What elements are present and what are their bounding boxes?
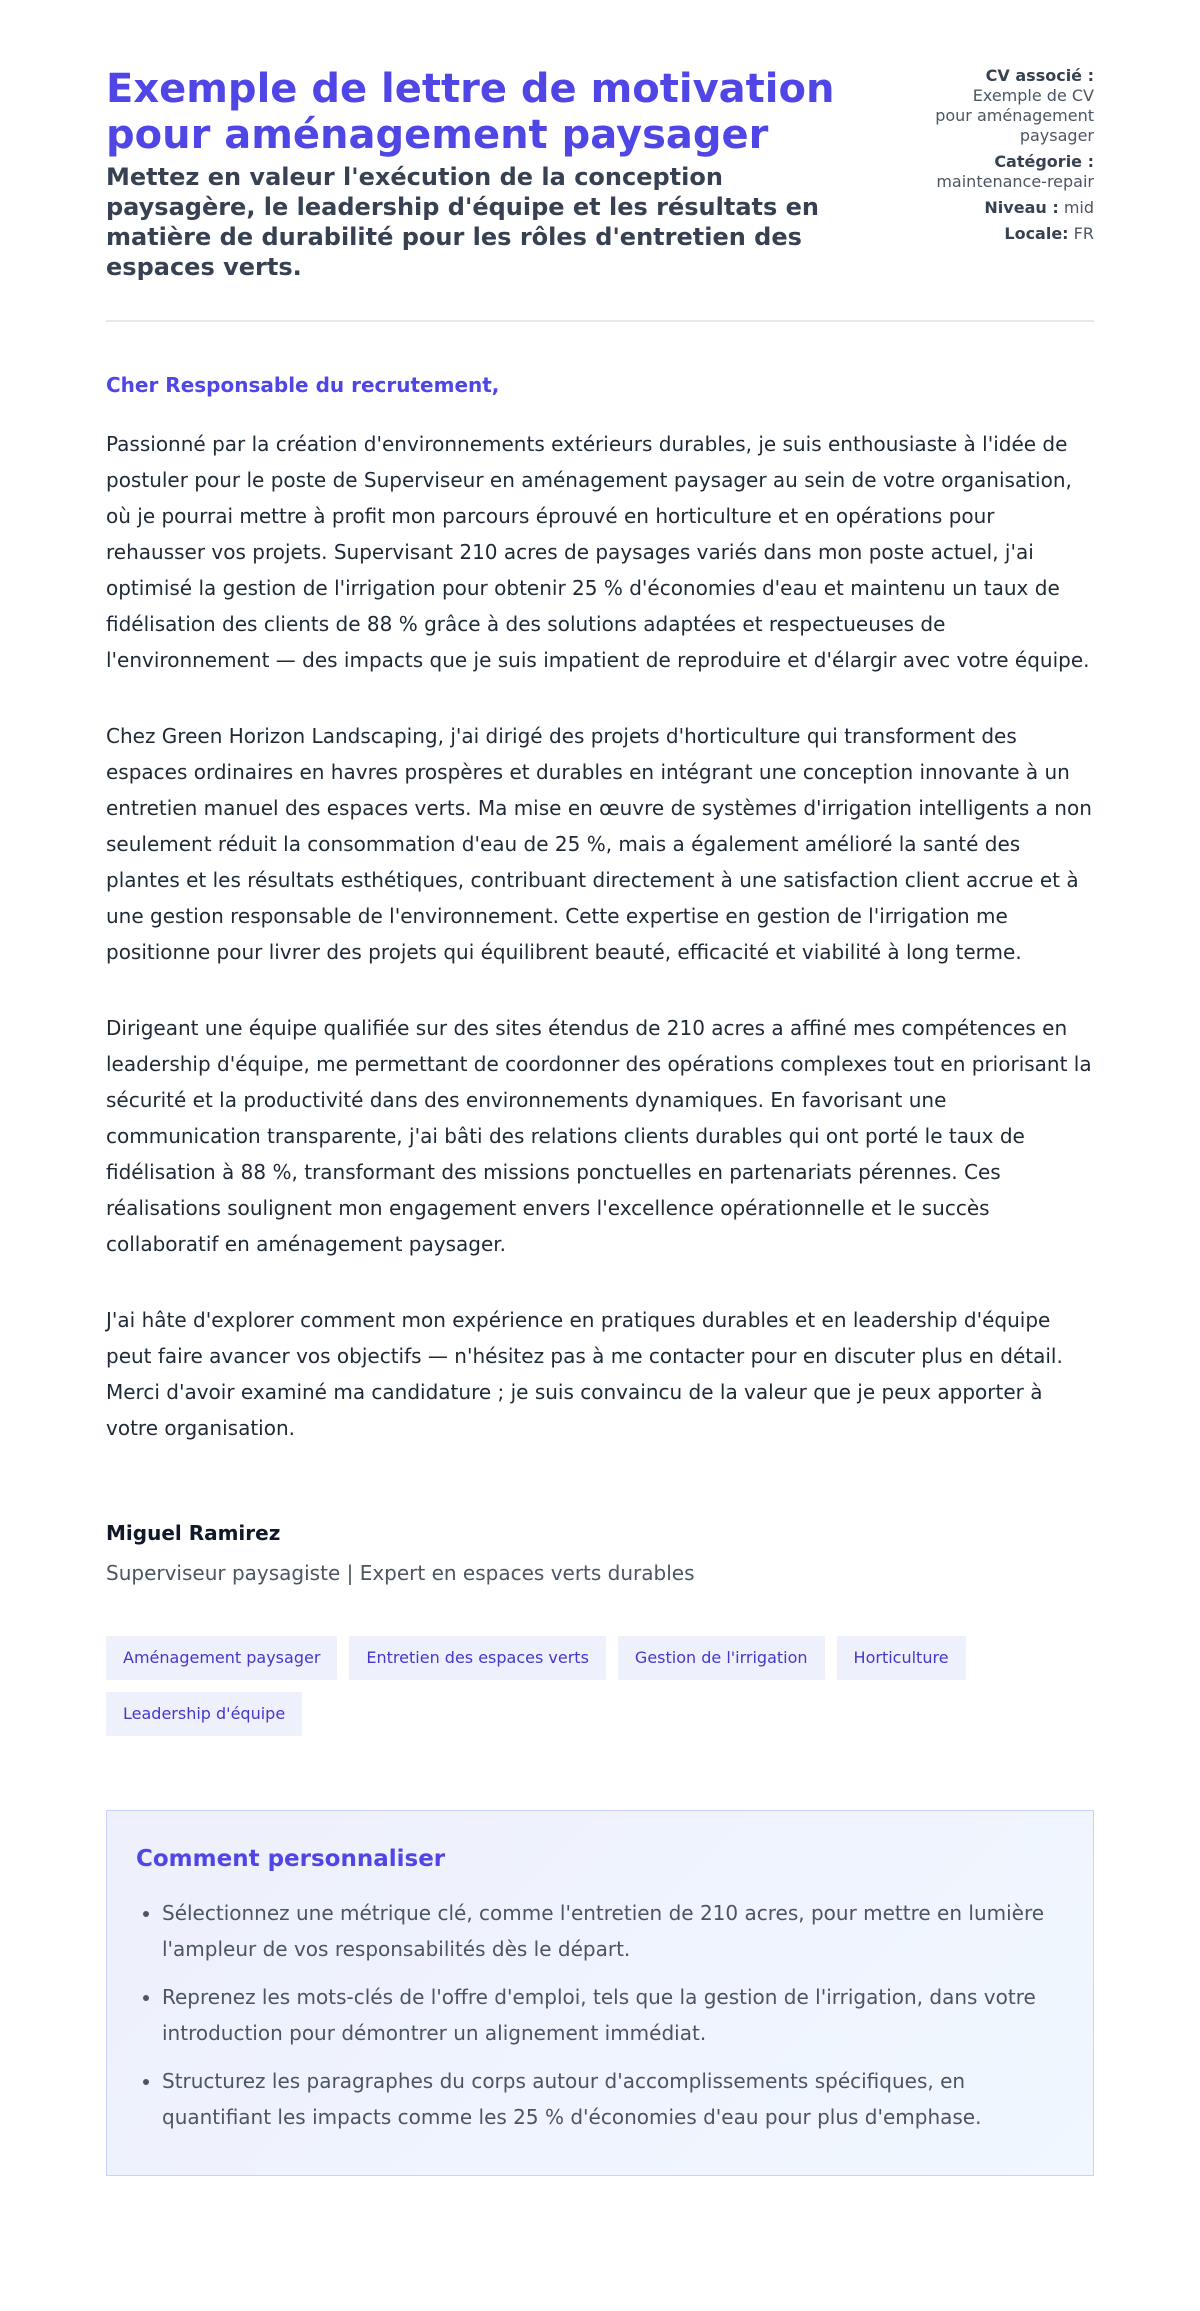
signature-block xyxy=(106,1520,1094,1586)
customization-tips-box xyxy=(106,1810,1094,2176)
meta-related-cv xyxy=(934,66,1094,146)
letter-paragraph: Passionné par la création d'environnements extérieurs durables, je suis enthousiaste à l'idée de postuler pour le poste de Superviseur en aménagement paysager au sein de votre organisation, où je pourrai mettre à profit mon parcours éprouvé en horticulture et en opérations pour rehausser vos projets. Supervisant 210 acres de paysages variés dans mon poste actuel, j'ai optimisé la gestion de l'irrigation pour obtenir 25 % d'économies d'eau et maintenu un taux de fidélisation des clients de 88 % grâce à des solutions adaptées et respectueuses de l'environnement — des impacts que je suis impatient de reproduire et d'élargir avec votre équipe. xyxy=(106,432,1090,672)
letter-greeting: Cher Responsable du recrutement, xyxy=(106,373,500,397)
tip-item: • Structurez les paragraphes du corps autour d'accomplissements spécifiques, en quantifiant les impacts comme les 25 % d'économies d'eau pour plus d'emphase. xyxy=(162,2063,1064,2135)
page-subtitle: Mettez en valeur l'exécution de la conception paysagère, le leadership d'équipe et les résultats en matière de durabilité pour les rôles d'entretien des espaces verts. xyxy=(106,163,820,281)
meta-locale-value: FR xyxy=(1073,224,1094,243)
skill-tag: Aménagement paysager xyxy=(106,1636,337,1680)
tip-item: • Sélectionnez une métrique clé, comme l'entretien de 210 acres, pour mettre en lumière l'ampleur de vos responsabilités dès le départ. xyxy=(162,1895,1064,1967)
page-header xyxy=(106,66,1094,282)
letter-paragraph: Chez Green Horizon Landscaping, j'ai dirigé des projets d'horticulture qui transforment des espaces ordinaires en havres prospères et durables en intégrant une conception innovante à un entretien manuel des espaces verts. Ma mise en œuvre de systèmes d'irrigation intelligents a non seulement réduit la consommation d'eau de 25 %, mais a également amélioré la santé des plantes et les résultats esthétiques, contribuant directement à une satisfaction client accrue et à une gestion responsable de l'environnement. Cette expertise en gestion de l'irrigation me positionne pour livrer des projets qui équilibrent beauté, efficacité et viabilité à long terme. xyxy=(106,724,1092,964)
skill-tag: Horticulture xyxy=(837,1636,966,1680)
signature-name: Miguel Ramirez xyxy=(106,1521,281,1545)
letter-paragraph: Dirigeant une équipe qualifiée sur des sites étendus de 210 acres a affiné mes compétences en leadership d'équipe, me permettant de coordonner des opérations complexes tout en priorisant la sécurité et la productivité dans des environnements dynamiques. En favorisant une communication transparente, j'ai bâti des relations clients durables qui ont porté le taux de fidélisation à 88 %, transformant des missions ponctuelles en partenariats pérennes. Ces réalisations soulignent mon engagement envers l'excellence opérationnelle et le succès collaboratif en aménagement paysager. xyxy=(106,1016,1092,1256)
metadata-panel xyxy=(934,66,1094,250)
skill-tag: Leadership d'équipe xyxy=(106,1692,302,1736)
header-divider xyxy=(106,320,1094,322)
letter-paragraph: J'ai hâte d'explorer comment mon expérience en pratiques durables et en leadership d'équipe peut faire avancer vos objectifs — n'hésitez pas à me contacter pour en discuter plus en détail. Merci d'avoir examiné ma candidature ; je suis convaincu de la valeur que je peux apporter à votre organisation. xyxy=(106,1308,1063,1440)
meta-category-label: Catégorie : xyxy=(994,152,1094,171)
meta-related-cv-label: CV associé : xyxy=(985,66,1094,85)
meta-category-value: maintenance-repair xyxy=(936,172,1094,191)
skill-tags xyxy=(106,1636,1094,1736)
meta-locale xyxy=(934,224,1094,244)
letter-body xyxy=(106,372,1094,1446)
skill-tag: Entretien des espaces verts xyxy=(349,1636,606,1680)
tip-item: • Reprenez les mots-clés de l'offre d'emploi, tels que la gestion de l'irrigation, dans votre introduction pour démontrer un alignement immédiat. xyxy=(162,1979,1064,2051)
meta-category xyxy=(934,152,1094,192)
tips-title: Comment personnaliser xyxy=(136,1846,446,1872)
meta-level xyxy=(934,198,1094,218)
meta-level-label: Niveau : xyxy=(984,198,1059,217)
page-title: Exemple de lettre de motivation pour aménagement paysager xyxy=(106,66,835,158)
skill-tag: Gestion de l'irrigation xyxy=(618,1636,825,1680)
meta-locale-label: Locale: xyxy=(1004,224,1069,243)
signature-role: Superviseur paysagiste | Expert en espaces verts durables xyxy=(106,1561,695,1585)
meta-related-cv-value: Exemple de CV pour aménagement paysager xyxy=(935,86,1094,145)
header-text xyxy=(106,66,876,282)
meta-level-value: mid xyxy=(1063,198,1094,217)
tips-list xyxy=(136,1895,1064,2135)
